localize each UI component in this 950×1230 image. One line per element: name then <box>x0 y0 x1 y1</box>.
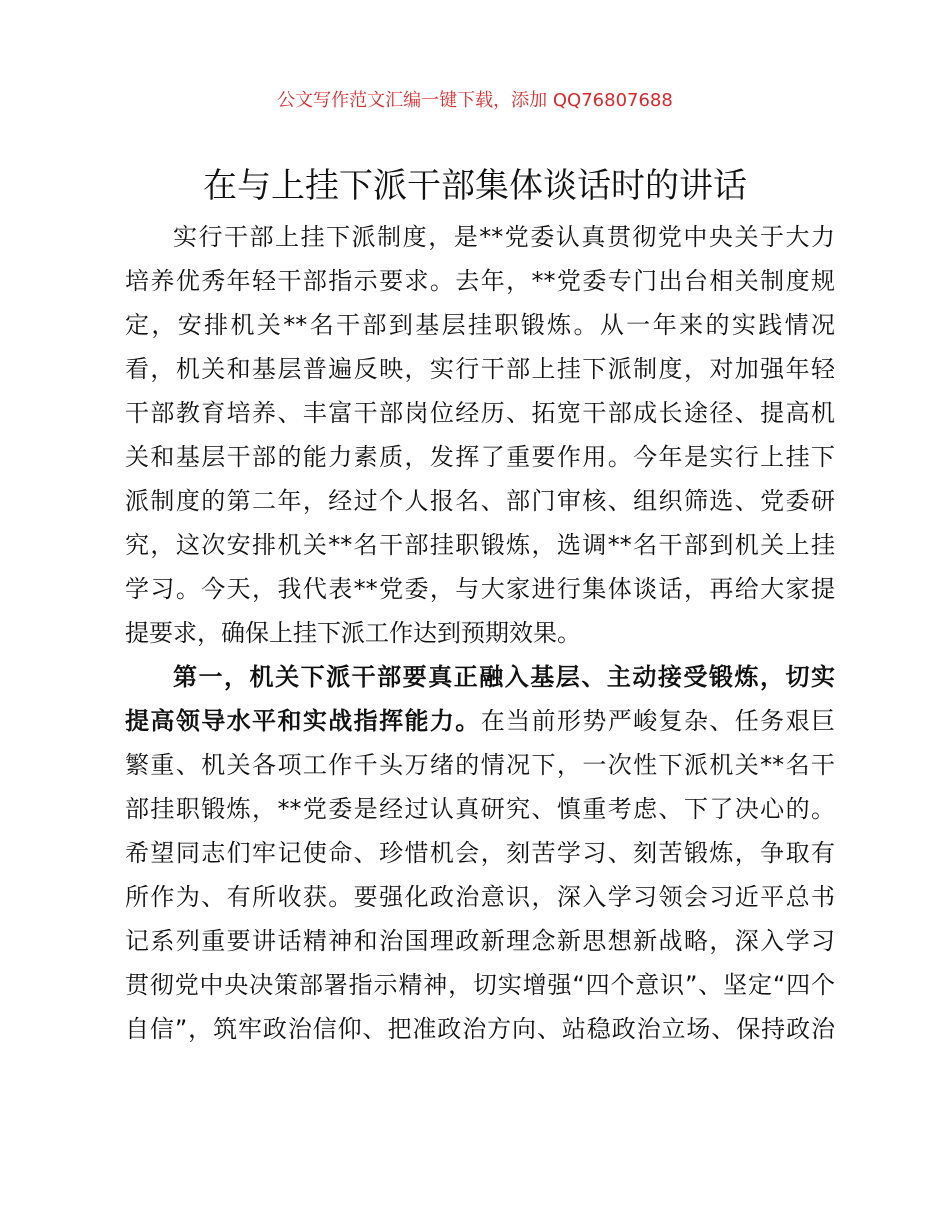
text-line <box>125 743 835 787</box>
text-line <box>125 787 835 831</box>
text-line <box>125 963 835 1007</box>
text-line <box>125 699 835 743</box>
body-text: 实行干部上挂下派制度，是**党委认真贯彻党中央关于大力 <box>173 223 835 251</box>
document-title: 在与上挂下派干部集体谈话时的讲话 <box>203 166 747 206</box>
bold-heading-text: 提高领导水平和实战指挥能力。 <box>125 707 481 735</box>
text-line <box>125 303 835 347</box>
body-text: 培养优秀年轻干部指示要求。去年，**党委专门出台相关制度规 <box>125 267 835 295</box>
text-line <box>125 479 835 523</box>
text-line <box>125 567 835 611</box>
body-text: 定，安排机关**名干部到基层挂职锻炼。从一年来的实践情况 <box>125 311 835 339</box>
text-line <box>125 919 835 963</box>
body-text: 在当前形势严峻复杂、任务艰巨 <box>480 707 835 735</box>
paragraph <box>125 655 835 1051</box>
body-text: 记系列重要讲话精神和治国理政新理念新思想新战略，深入学习 <box>125 927 835 955</box>
text-line <box>125 347 835 391</box>
body-text: 自信”，筑牢政治信仰、把准政治方向、站稳政治立场、保持政治 <box>125 1015 835 1043</box>
body-text: 究，这次安排机关**名干部挂职锻炼，选调**名干部到机关上挂 <box>125 531 835 559</box>
text-line <box>125 875 835 919</box>
body-text: 繁重、机关各项工作千头万绪的情况下，一次性下派机关**名干 <box>125 751 835 779</box>
text-line <box>125 1007 835 1051</box>
body-text: 干部教育培养、丰富干部岗位经历、拓宽干部成长途径、提高机 <box>125 399 835 427</box>
body-text: 提要求，确保上挂下派工作达到预期效果。 <box>125 619 581 647</box>
bold-heading-text: 第一，机关下派干部要真正融入基层、主动接受锻炼，切实 <box>173 663 835 691</box>
text-line <box>125 831 835 875</box>
body-text: 所作为、有所收获。要强化政治意识，深入学习领会习近平总书 <box>125 883 835 911</box>
body-text: 关和基层干部的能力素质，发挥了重要作用。今年是实行上挂下 <box>125 443 835 471</box>
text-line <box>125 259 835 303</box>
document-body <box>125 215 835 1051</box>
body-text: 希望同志们牢记使命、珍惜机会，刻苦学习、刻苦锻炼，争取有 <box>125 839 835 867</box>
body-text: 学习。今天，我代表**党委，与大家进行集体谈话，再给大家提 <box>125 575 835 603</box>
text-line <box>125 523 835 567</box>
text-line <box>125 435 835 479</box>
body-text: 看，机关和基层普遍反映，实行干部上挂下派制度，对加强年轻 <box>125 355 835 383</box>
body-text: 部挂职锻炼，**党委是经过认真研究、慎重考虑、下了决心的。 <box>125 795 835 823</box>
paragraph <box>125 215 835 655</box>
body-text: 贯彻党中央决策部署指示精神，切实增强“四个意识”、坚定“四个 <box>125 971 835 999</box>
download-banner: 公文写作范文汇编一键下载，添加 QQ76807688 <box>277 90 673 111</box>
text-line <box>125 215 835 259</box>
text-line <box>125 391 835 435</box>
text-line <box>125 655 835 699</box>
text-line <box>125 611 835 655</box>
body-text: 派制度的第二年，经过个人报名、部门审核、组织筛选、党委研 <box>125 487 835 515</box>
